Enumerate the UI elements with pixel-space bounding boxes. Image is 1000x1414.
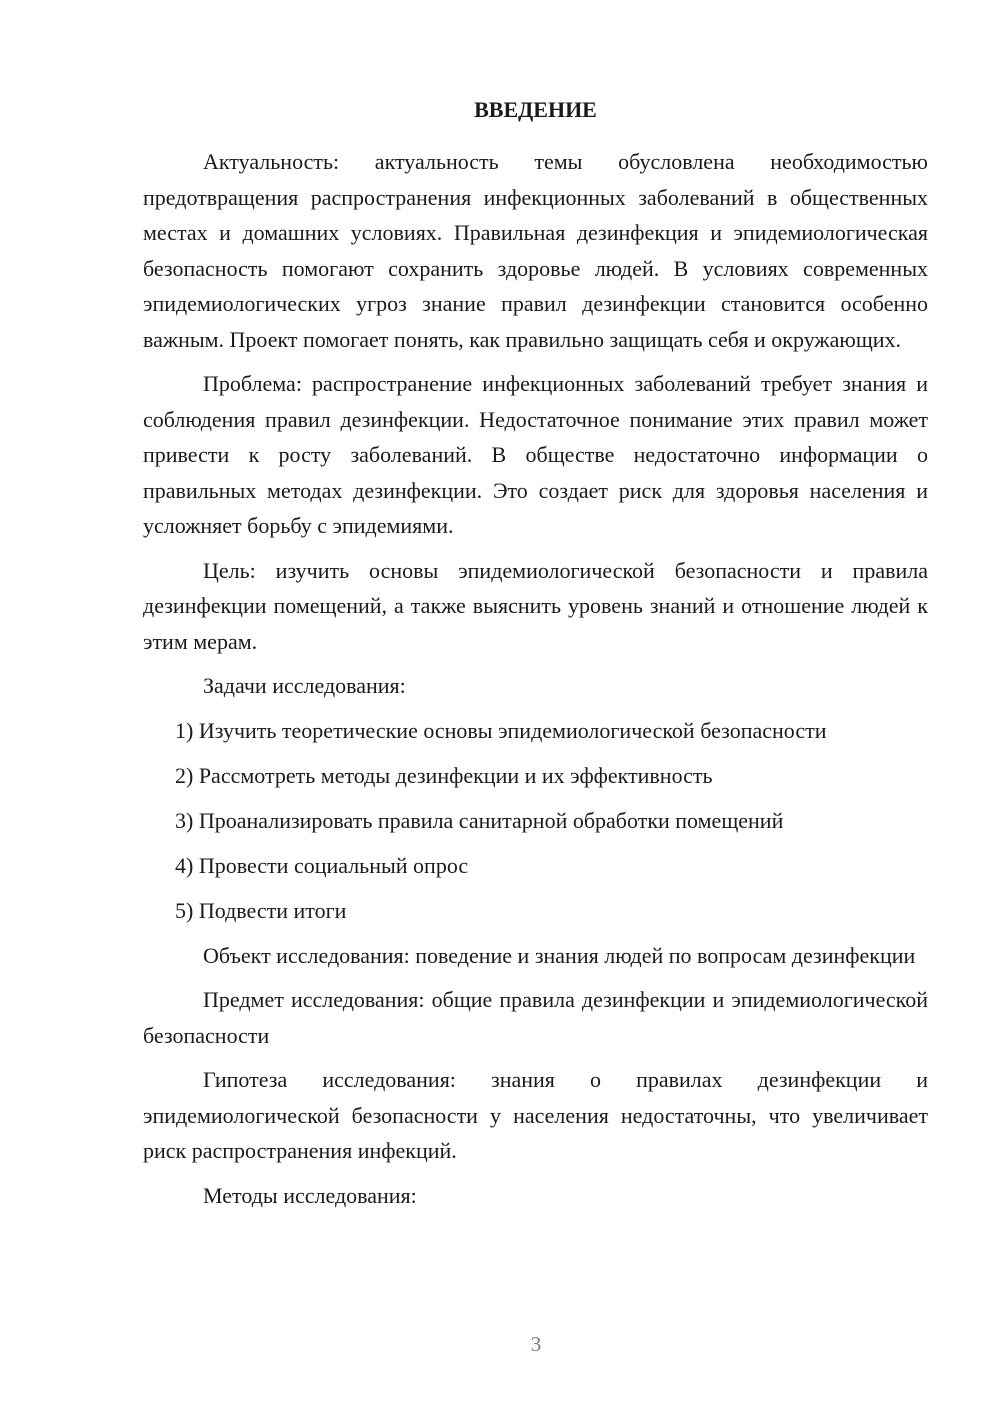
section-title: ВВЕДЕНИЕ: [474, 97, 597, 122]
tasks-list: [143, 713, 928, 929]
hypothesis-paragraph: Гипотеза исследования: знания о правилах дезинфекции и эпидемиологической безопасности у населения недостаточны, что увеличивает риск распространения инфекций.: [143, 1067, 928, 1163]
subject-paragraph: Предмет исследования: общие правила дезинфекции и эпидемиологической безопасности: [143, 987, 928, 1048]
list-item: 1) Изучить теоретические основы эпидемиологической безопасности: [175, 717, 827, 743]
methods-heading: Методы исследования:: [203, 1182, 417, 1208]
page-content: [143, 92, 928, 1222]
page-number: 3: [530, 1332, 542, 1356]
list-item: 2) Рассмотреть методы дезинфекции и их эффективность: [175, 762, 713, 788]
tasks-heading: Задачи исследования:: [203, 673, 406, 698]
list-item: 5) Подвести итоги: [175, 897, 347, 923]
relevance-paragraph: Актуальность: актуальность темы обусловлена необходимостью предотвращения распространения инфекционных заболеваний в общественных местах и домашних условиях. Правильная дезинфекция и эпидемиологическая безопасность помогают сохранить здоровье людей. В условиях современных эпидемиологических угроз знание правил дезинфекции становится особенно важным. Проект помогает понять, как правильно защищать себя и окружающих.: [143, 149, 928, 352]
object-paragraph: Объект исследования: поведение и знания людей по вопросам дезинфекции: [203, 942, 916, 968]
list-item: 3) Проанализировать правила санитарной обработки помещений: [175, 807, 784, 833]
list-item: 4) Провести социальный опрос: [175, 852, 469, 878]
goal-paragraph: Цель: изучить основы эпидемиологической безопасности и правила дезинфекции помещений, а также выяснить уровень знаний и отношение людей к этим мерам.: [143, 557, 928, 654]
problem-paragraph: Проблема: распространение инфекционных заболеваний требует знания и соблюдения правил дезинфекции. Недостаточное понимание этих правил может привести к росту заболеваний. В обществе недостаточно информации о правильных методах дезинфекции. Это создает риск для здоровья населения и усложняет борьбу с эпидемиями.: [143, 371, 928, 538]
